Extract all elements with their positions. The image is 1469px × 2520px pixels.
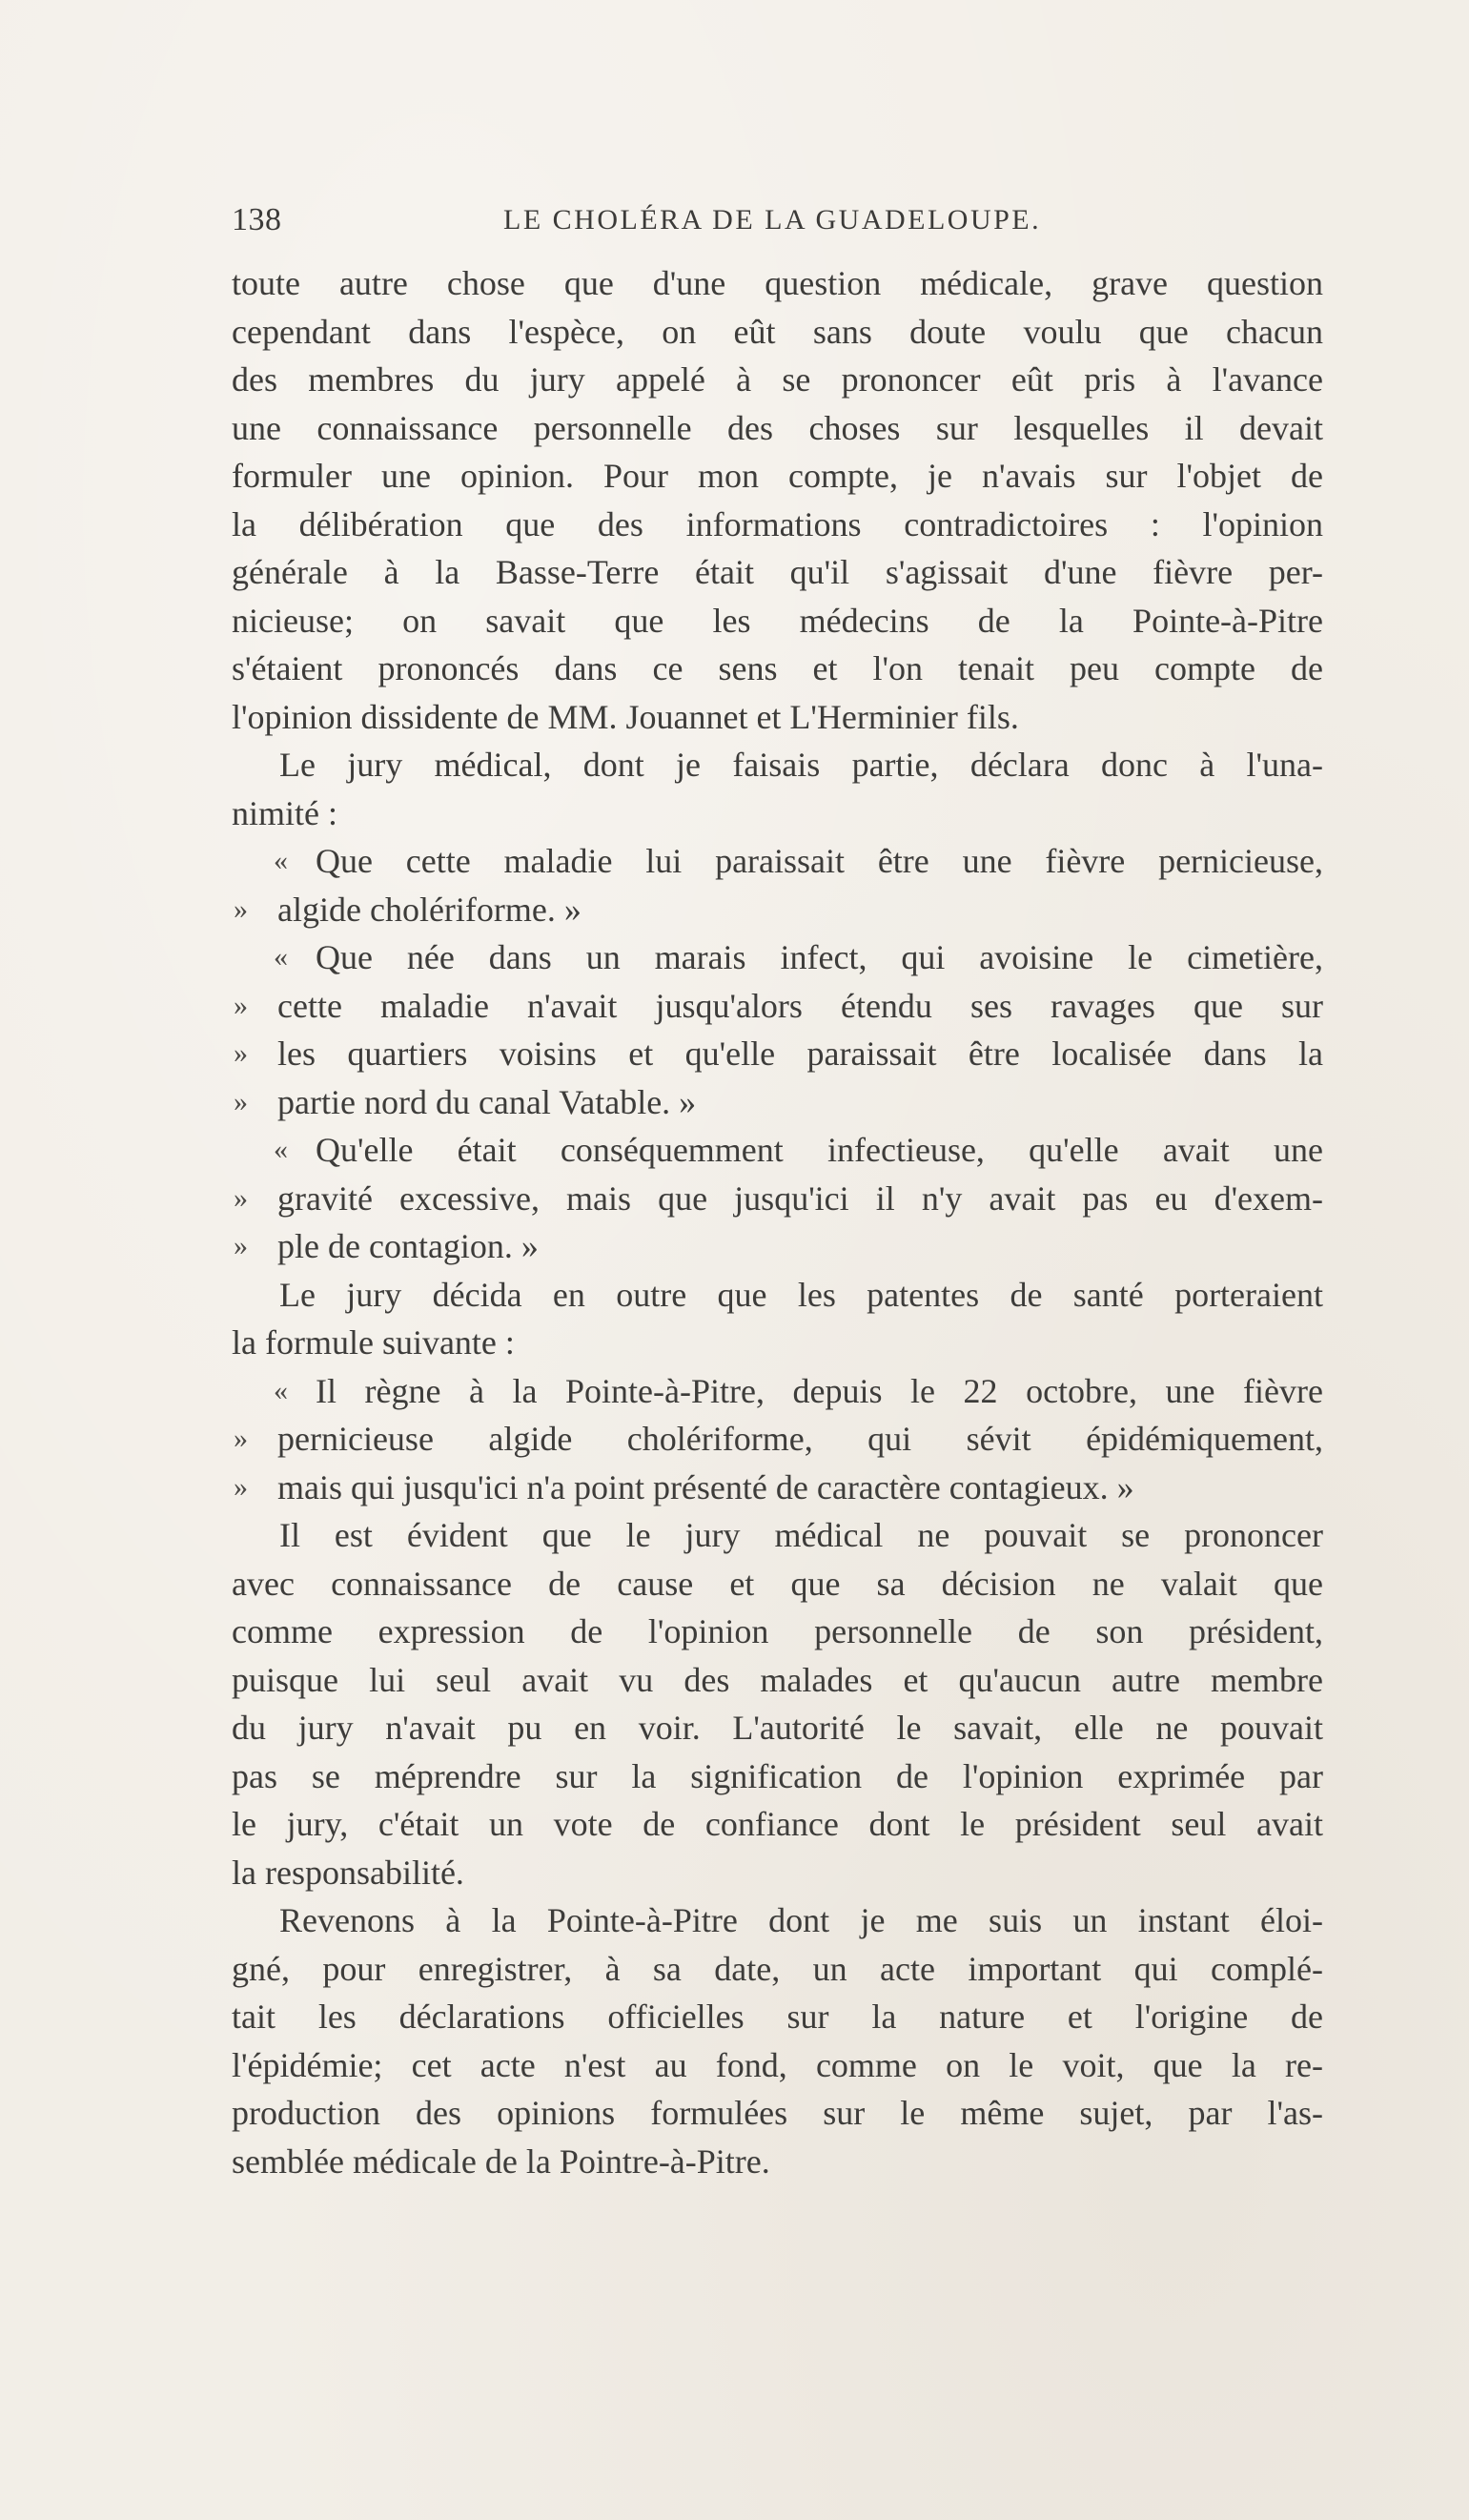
quote-line: « Que cette maladie lui paraissait être une fièvre pernicieuse, [232, 837, 1323, 886]
guillemet-continuation: » [234, 1423, 248, 1454]
quote-line: » mais qui jusqu'ici n'a point présenté de caractère contagieux. » [232, 1464, 1323, 1512]
paragraph-2 [232, 741, 1323, 837]
text-line: nimité : [232, 793, 337, 832]
guillemet-continuation: » [234, 1470, 248, 1503]
text-line: nicieuse; on savait que les médecins de la Pointe-à-Pitre [232, 601, 1323, 640]
text-line: production des opinions formulées sur le même sujet, par l'as- [232, 2094, 1323, 2132]
guillemet-open: « [274, 1374, 288, 1406]
quote-line: » ple de contagion. » [232, 1222, 1323, 1271]
guillemet-open: « [274, 845, 288, 876]
text-line: formuler une opinion. Pour mon compte, je n'avais sur l'objet de [232, 457, 1323, 495]
quote-1 [232, 837, 1323, 933]
text-line: avec connaissance de cause et que sa décision ne valait que [232, 1564, 1323, 1603]
body-text [232, 259, 1323, 2185]
text-line: toute autre chose que d'une question médicale, grave question [232, 264, 1323, 302]
text-line: l'épidémie; cet acte n'est au fond, comme on le voit, que la re- [232, 2045, 1323, 2084]
text-line: tait les déclarations officielles sur la nature et l'origine de [232, 1998, 1323, 2036]
guillemet-open: « [274, 1134, 288, 1165]
text-line: Le jury décida en outre que les patentes de santé porteraient [279, 1275, 1323, 1314]
running-title: LE CHOLÉRA DE LA GUADELOUPE. [503, 204, 1042, 236]
guillemet-continuation: » [234, 989, 248, 1021]
text-line: Revenons à la Pointe-à-Pitre dont je me suis un instant éloi- [279, 1901, 1323, 1939]
guillemet-continuation: » [234, 1037, 248, 1069]
text-line: Il est évident que le jury médical ne pouvait se prononcer [279, 1516, 1323, 1554]
text-line: comme expression de l'opinion personnelle de son président, [232, 1612, 1323, 1650]
quote-line: » cette maladie n'avait jusqu'alors étendu ses ravages que sur [232, 982, 1323, 1031]
running-head [232, 202, 1323, 250]
guillemet-continuation: » [234, 1085, 248, 1117]
paragraph-1 [232, 259, 1323, 741]
text-line: cependant dans l'espèce, on eût sans doute voulu que chacun [232, 312, 1323, 351]
quote-line: » pernicieuse algide cholériforme, qui sévit épidémiquement, [232, 1415, 1323, 1464]
paragraph-5 [232, 1896, 1323, 2185]
paragraph-4 [232, 1511, 1323, 1896]
text-line: la formule suivante : [232, 1323, 515, 1362]
quote-line: « Il règne à la Pointe-à-Pitre, depuis le 22 octobre, une fièvre [232, 1367, 1323, 1416]
quote-line: » partie nord du canal Vatable. » [232, 1078, 1323, 1127]
quote-3 [232, 1126, 1323, 1271]
text-line: l'opinion dissidente de MM. Jouannet et L'Herminier fils. [232, 697, 1019, 736]
text-line: la délibération que des informations contradictoires : l'opinion [232, 504, 1323, 543]
quote-4 [232, 1367, 1323, 1512]
quote-line: « Qu'elle était conséquemment infectieuse, qu'elle avait une [232, 1126, 1323, 1175]
quote-line: « Que née dans un marais infect, qui avoisine le cimetière, [232, 933, 1323, 982]
text-line: du jury n'avait pu en voir. L'autorité le savait, elle ne pouvait [232, 1709, 1323, 1747]
text-line: s'étaient prononcés dans ce sens et l'on tenait peu compte de [232, 649, 1323, 687]
quote-line: » les quartiers voisins et qu'elle paraissait être localisée dans la [232, 1030, 1323, 1078]
text-line: une connaissance personnelle des choses sur lesquelles il devait [232, 408, 1323, 447]
text-line: semblée médicale de la Pointre-à-Pitre. [232, 2141, 770, 2181]
guillemet-continuation: » [234, 1181, 248, 1214]
quote-line: » algide cholériforme. » [232, 886, 1323, 934]
text-line: le jury, c'était un vote de confiance dont le président seul avait [232, 1805, 1323, 1843]
guillemet-continuation: » [234, 1230, 248, 1261]
quote-2 [232, 933, 1323, 1126]
text-line: Le jury médical, dont je faisais partie, déclara donc à l'una- [279, 746, 1323, 784]
paragraph-3 [232, 1271, 1323, 1367]
page-number: 138 [232, 202, 282, 237]
text-line: gné, pour enregistrer, à sa date, un acte important qui complé- [232, 1949, 1323, 1988]
text-line: générale à la Basse-Terre était qu'il s'agissait d'une fièvre per- [232, 553, 1323, 591]
guillemet-continuation: » [234, 892, 248, 925]
text-line: des membres du jury appelé à se prononcer eût pris à l'avance [232, 360, 1323, 399]
text-line: la responsabilité. [232, 1853, 464, 1892]
guillemet-open: « [274, 941, 288, 973]
quote-line: » gravité excessive, mais que jusqu'ici il n'y avait pas eu d'exem- [232, 1175, 1323, 1223]
text-line: pas se méprendre sur la signification de l'opinion exprimée par [232, 1756, 1323, 1795]
text-line: puisque lui seul avait vu des malades et qu'aucun autre membre [232, 1660, 1323, 1699]
